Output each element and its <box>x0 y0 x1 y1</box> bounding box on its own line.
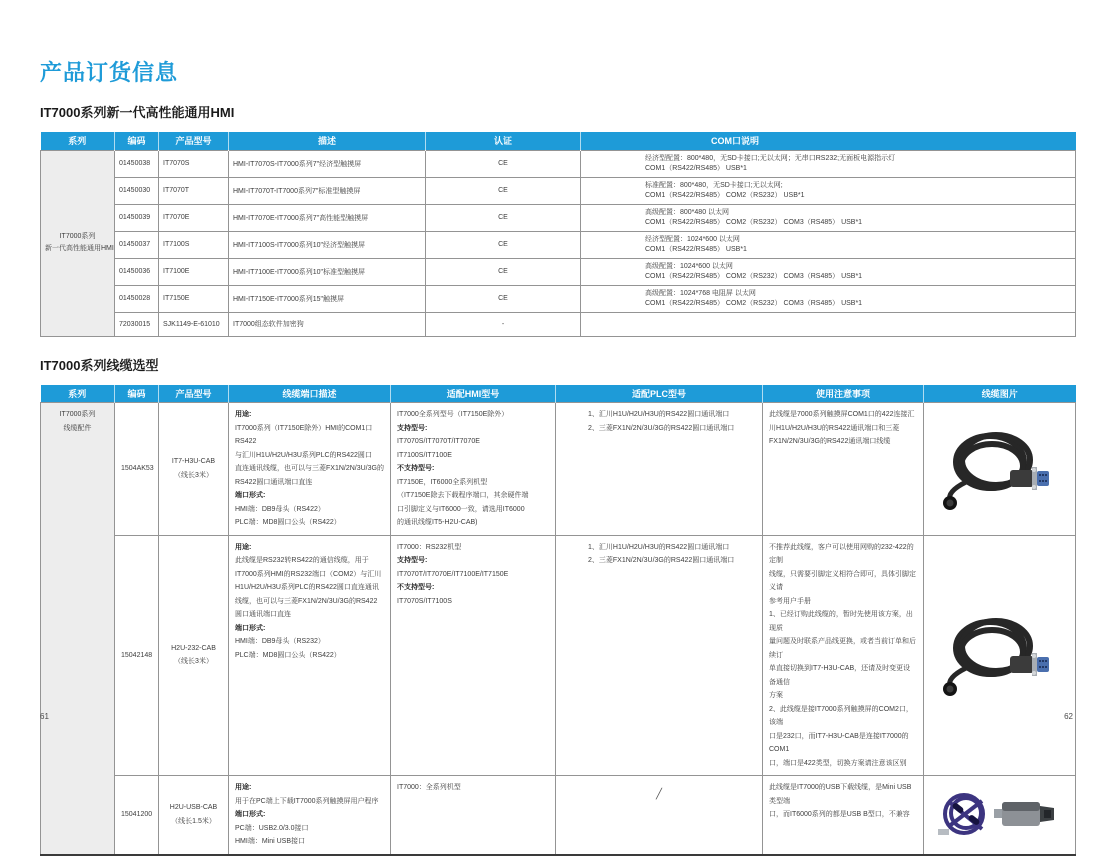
section-cable-title: IT7000系列线缆选型 <box>40 357 159 373</box>
table-row <box>41 285 1076 312</box>
text-line: H2U-USB-CAB <box>169 804 218 812</box>
cell-code: 01450038 <box>115 150 159 177</box>
cell-code: 72030015 <box>115 312 159 336</box>
col-model: 产品型号 <box>159 132 229 150</box>
text-line: 经济型配置：1024*600 以太网 <box>645 235 740 243</box>
text-line: 端口形式: <box>235 492 266 499</box>
text-line: 口，端口是422类型，切换方案请注意该区别 <box>769 759 907 767</box>
rs422-serial-cable-image <box>940 424 1060 514</box>
text-line: H2U-232-CAB <box>171 644 216 652</box>
text-line: 的通讯线缆IT5-H2U-CAB) <box>397 519 478 526</box>
text-line: （线长3米） <box>174 658 213 666</box>
text-line: 用于在PC端上下载IT7000系列触摸屏用户程序 <box>235 797 379 805</box>
text-line: 标准配置：800*480，无SD卡接口;无以太网; <box>645 181 783 189</box>
text-line: RS422圆口通讯端口直连 <box>235 478 313 486</box>
series-cell <box>41 150 115 336</box>
text-line: 2、三菱FX1N/2N/3U/3G的RS422圆口通讯端口 <box>588 424 735 432</box>
cell-desc: HMI-IT7100E-IT7000系列10"标准型触摸屏 <box>229 258 426 285</box>
text-line: COM1（RS422/RS485） USB*1 <box>645 245 747 253</box>
cell-plc-models <box>556 776 763 855</box>
cell-cert: CE <box>426 177 581 204</box>
text-line: 与汇川H1U/H2U/H3U系列PLC的RS422圆口 <box>235 451 372 459</box>
hmi-order-table <box>40 132 1076 337</box>
text-line: 支持型号: <box>397 424 428 432</box>
text-line: （线长1.5米） <box>171 817 216 825</box>
cell-cert: CE <box>426 285 581 312</box>
slash-mark: ╱ <box>655 789 663 800</box>
cell-model: IT7070S <box>159 150 229 177</box>
text-line: 1、汇川H1U/H2U/H3U的RS422圆口通讯端口 <box>588 411 730 418</box>
series-line: 新一代高性能通用HMI <box>45 245 114 252</box>
page-title: 产品订货信息 <box>40 60 179 85</box>
cell-model <box>159 776 229 855</box>
text-line: 2、此线缆是接IT7000系列触摸屏的COM2口，该端 <box>769 705 913 726</box>
text-line: 线缆，也可以与三菱FX1N/2N/3U/3G的RS422 <box>235 597 378 605</box>
col-photo: 线缆图片 <box>924 385 1076 403</box>
text-line: （IT7150E除去下载程序端口，其余硬件端 <box>397 492 529 499</box>
series-cell <box>41 403 115 855</box>
text-line: IT7000：全系列机型 <box>397 784 461 791</box>
cell-code: 15042148 <box>115 535 159 776</box>
cell-model <box>159 403 229 536</box>
text-line: 此线缆是7000系列触摸屏COM1口的422连接汇 <box>769 411 915 418</box>
cell-desc: IT7000组态软件加密狗 <box>229 312 426 336</box>
series-line: IT7000系列 <box>59 233 96 240</box>
cell-notes <box>763 403 924 536</box>
col-code: 编码 <box>115 132 159 150</box>
text-line: COM1（RS422/RS485） COM2（RS232） USB*1 <box>645 191 805 199</box>
col-series: 系列 <box>41 132 115 150</box>
text-line: 此线缆是RS232转RS422的通信线缆，用于 <box>235 557 369 564</box>
col-series: 系列 <box>41 385 115 403</box>
text-line: 口引脚定义与IT6000一致，请选用IT6000 <box>397 505 525 513</box>
col-hmi-models: 适配HMI型号 <box>391 385 556 403</box>
cell-code: 01450030 <box>115 177 159 204</box>
col-cert: 认证 <box>426 132 581 150</box>
col-port-desc: 线缆端口描述 <box>229 385 391 403</box>
cell-code: 01450039 <box>115 204 159 231</box>
cell-plc-models <box>556 535 763 776</box>
page-number-right: 62 <box>1064 712 1073 721</box>
cell-desc: HMI-IT7070T-IT7000系列7"标准型触摸屏 <box>229 177 426 204</box>
cell-cert: - <box>426 312 581 336</box>
series-line: IT7000系列 <box>59 411 96 418</box>
text-line: 用途: <box>235 784 252 791</box>
text-line: IT7100S/IT7100E <box>397 451 452 459</box>
cell-com <box>581 231 1076 258</box>
cell-code: 1504AK53 <box>115 403 159 536</box>
table-row <box>41 403 1076 536</box>
cell-com <box>581 258 1076 285</box>
cell-port-desc <box>229 776 391 855</box>
cell-notes <box>763 776 924 855</box>
col-com: COM口说明 <box>581 132 1076 150</box>
text-line: IT7070T/IT7070E/IT7100E/IT7150E <box>397 570 509 578</box>
cell-com <box>581 312 1076 336</box>
section-hmi-title: IT7000系列新一代高性能通用HMI <box>40 105 235 120</box>
cell-model: IT7070T <box>159 177 229 204</box>
cell-model: IT7100E <box>159 258 229 285</box>
text-line: IT7150E，IT6000全系列机型 <box>397 478 488 486</box>
text-line: 口是232口，而IT7-H3U-CAB是连接IT7000的COM1 <box>769 732 909 753</box>
text-line: FX1N/2N/3U/3G的RS422通讯端口线缆 <box>769 438 891 445</box>
cell-hmi-models <box>391 403 556 536</box>
cell-code: 01450028 <box>115 285 159 312</box>
text-line: COM1（RS422/RS485） COM2（RS232） COM3（RS485） USB*1 <box>645 299 863 307</box>
cell-model: SJK1149-E-61010 <box>159 312 229 336</box>
col-desc: 描述 <box>229 132 426 150</box>
text-line: HMI端：Mini USB接口 <box>235 838 306 845</box>
cable-table-header <box>41 385 1076 403</box>
text-line: 量问题及时联系产品线更换，或者当前订单和后续订 <box>769 638 916 659</box>
cell-cert: CE <box>426 231 581 258</box>
cell-model: IT7150E <box>159 285 229 312</box>
text-line: 此线缆是IT7000的USB下载线缆，是Mini USB类型端 <box>769 784 912 805</box>
series-line: 线缆配件 <box>63 424 92 432</box>
text-line: 支持型号: <box>397 557 428 564</box>
cell-com <box>581 204 1076 231</box>
table-row <box>41 776 1076 855</box>
text-line: 参考用户手册 <box>769 597 811 605</box>
text-line: HMI端：DB9母头（RS422） <box>235 505 325 513</box>
text-line: 高级配置：800*480 以太网 <box>645 208 730 216</box>
cell-desc: HMI-IT7070E-IT7000系列7"高性能型触摸屏 <box>229 204 426 231</box>
text-line: IT7070S/IT7100S <box>397 597 452 605</box>
col-code: 编码 <box>115 385 159 403</box>
table-row <box>41 258 1076 285</box>
text-line: 不支持型号: <box>397 584 435 591</box>
text-line: HMI端：DB9母头（RS232） <box>235 638 325 645</box>
cable-select-table <box>40 385 1076 856</box>
text-line: IT7-H3U-CAB <box>171 458 216 466</box>
text-line: 端口形式: <box>235 811 266 818</box>
table-row <box>41 177 1076 204</box>
text-line: 口，而IT6000系列的都是USB B型口，不兼容 <box>769 811 910 818</box>
cell-notes <box>763 535 924 776</box>
text-line: 1、汇川H1U/H2U/H3U的RS422圆口通讯端口 <box>588 543 730 551</box>
text-line: 用途: <box>235 411 252 418</box>
cell-model: IT7100S <box>159 231 229 258</box>
cell-code: 01450037 <box>115 231 159 258</box>
text-line: 线缆，只需要引脚定义相符合即可，具体引脚定义请 <box>769 570 916 591</box>
text-line: COM1（RS422/RS485） COM2（RS232） COM3（RS485） USB*1 <box>645 272 863 280</box>
cell-photo <box>924 535 1076 776</box>
text-line: 2、三菱FX1N/2N/3U/3G的RS422圆口通讯端口 <box>588 557 735 564</box>
rs422-serial-cable-image <box>940 610 1060 700</box>
text-line: 单直接切换到IT7-H3U-CAB，还请及时变更设备通信 <box>769 665 911 686</box>
text-line: 用途: <box>235 543 252 551</box>
text-line: IT7000系列HMI的RS232端口（COM2）与汇川 <box>235 570 382 578</box>
cell-com <box>581 150 1076 177</box>
text-line: IT7000系列（IT7150E除外）HMI的COM1口RS422 <box>235 424 373 445</box>
table-row <box>41 312 1076 336</box>
cell-port-desc <box>229 403 391 536</box>
text-line: PC端：USB2.0/3.0接口 <box>235 824 309 832</box>
text-line: H1U/H2U/H3U系列PLC的RS422圆口直连通讯 <box>235 584 379 591</box>
text-line: IT7070S/IT7070T/IT7070E <box>397 438 480 445</box>
text-line: 圆口通讯端口直连 <box>235 611 291 618</box>
cell-plc-models <box>556 403 763 536</box>
cell-cert: CE <box>426 150 581 177</box>
text-line: 川H1U/H2U/H3U的RS422通讯端口和三菱 <box>769 424 900 432</box>
cell-hmi-models <box>391 776 556 855</box>
cell-model: IT7070E <box>159 204 229 231</box>
table-row <box>41 204 1076 231</box>
page-number-left: 61 <box>40 712 49 721</box>
cell-hmi-models <box>391 535 556 776</box>
hmi-table-header <box>41 132 1076 150</box>
text-line: PLC端：MD8圆口公头（RS422） <box>235 651 341 659</box>
mini-usb-download-cable-image <box>932 789 1068 841</box>
col-model: 产品型号 <box>159 385 229 403</box>
cell-cert: CE <box>426 258 581 285</box>
text-line: 端口形式: <box>235 624 266 632</box>
text-line: IT7000：RS232机型 <box>397 543 462 551</box>
text-line: COM1（RS422/RS485） USB*1 <box>645 164 747 172</box>
cell-code: 15041200 <box>115 776 159 855</box>
cell-com <box>581 285 1076 312</box>
cell-desc: HMI-IT7100S-IT7000系列10"经济型触摸屏 <box>229 231 426 258</box>
cell-port-desc <box>229 535 391 776</box>
cell-desc: HMI-IT7070S-IT7000系列7"经济型触摸屏 <box>229 150 426 177</box>
cell-cert: CE <box>426 204 581 231</box>
text-line: 经济型配置：800*480，无SD卡接口;无以太网；无串口RS232;无面板电源指示灯 <box>645 154 896 162</box>
text-line: （线长3米） <box>174 471 213 479</box>
text-line: 不支持型号: <box>397 465 435 472</box>
text-line: 1、已经订购此线缆的，暂时先使用该方案，出现质 <box>769 611 913 632</box>
text-line: COM1（RS422/RS485） COM2（RS232） COM3（RS485） USB*1 <box>645 218 863 226</box>
text-line: 方案 <box>769 692 783 699</box>
text-line: 直连通讯线缆，也可以与三菱FX1N/2N/3U/3G的 <box>235 465 384 472</box>
table-row <box>41 150 1076 177</box>
text-line: 高级配置：1024*768 电阻屏 以太网 <box>645 289 756 297</box>
table-row <box>41 535 1076 776</box>
col-plc-models: 适配PLC型号 <box>556 385 763 403</box>
text-line: 高级配置：1024*600 以太网 <box>645 262 733 270</box>
cell-desc: HMI-IT7150E-IT7000系列15"触摸屏 <box>229 285 426 312</box>
text-line: IT7000全系列型号（IT7150E除外） <box>397 411 509 418</box>
cell-photo <box>924 403 1076 536</box>
text-line: PLC端：MD8圆口公头（RS422） <box>235 519 341 526</box>
text-line: 不推荐此线缆，客户可以使用网购的232-422的定制 <box>769 543 914 564</box>
cell-photo <box>924 776 1076 855</box>
cell-com <box>581 177 1076 204</box>
col-notes: 使用注意事项 <box>763 385 924 403</box>
cell-code: 01450036 <box>115 258 159 285</box>
table-row <box>41 231 1076 258</box>
cell-model <box>159 535 229 776</box>
